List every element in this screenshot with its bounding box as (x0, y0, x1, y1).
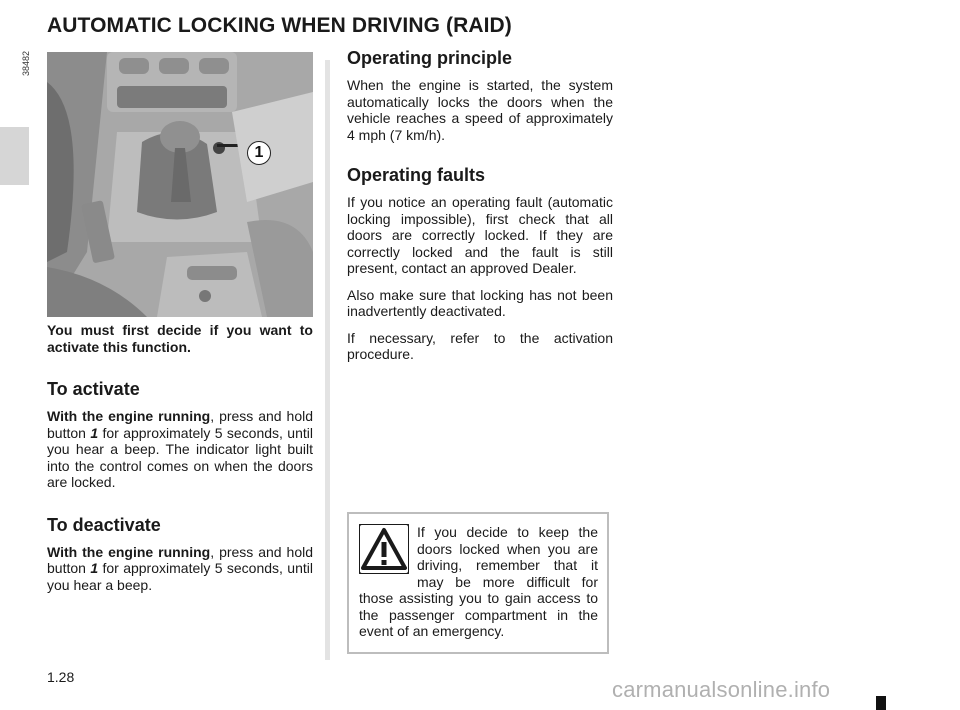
right-column (347, 48, 613, 373)
watermark: carmanualsonline.info (612, 677, 831, 702)
corner-mark (876, 696, 886, 710)
dashboard-photo (47, 52, 313, 317)
activate-button-ref: 1 (90, 424, 99, 441)
dashboard-illustration (47, 52, 313, 317)
activate-condition: With the engine running (47, 408, 211, 424)
activate-heading: To activate (47, 379, 140, 399)
faults-text-2: Also make sure that locking has not been inadvertently deactivated. (347, 286, 613, 319)
deactivate-text-a: , press and hold button (47, 543, 314, 576)
column-divider (325, 60, 330, 660)
deactivate-text-b: for approximately 5 seconds, until you hear a beep. (47, 560, 313, 593)
deactivate-condition: With the engine running (47, 543, 211, 560)
page-number: 1.28 (47, 669, 75, 685)
faults-text-3: If necessary, refer to the activation procedure. (347, 329, 613, 362)
activate-text-a: , press and hold button (47, 408, 314, 441)
activate-instructions (47, 408, 313, 491)
deactivate-heading: To deactivate (47, 514, 161, 535)
faults-heading: Operating faults (347, 165, 486, 185)
faults-text-1: If you notice an operating fault (automatic locking impossible), first check that all doors are correctly locked. If they are correctly locked and the fault is still present, contact an approved Dealer. (347, 194, 613, 276)
principle-heading: Operating principle (347, 48, 513, 68)
left-column (47, 322, 313, 603)
figure-ref-code: 38482 (21, 50, 31, 76)
activate-text-b: for approximately 5 seconds, until you hear a beep. The indicator light built into the control comes on when the doors are locked. (47, 424, 313, 490)
warning-triangle-icon (359, 524, 409, 574)
warning-text: If you decide to keep the doors locked when you are driving, remember that it may be more difficult for those assisting you to gain access to the passenger compartment in the event of an emergency. (359, 524, 598, 639)
warning-box (347, 512, 609, 654)
deactivate-instructions (47, 544, 313, 594)
page-title: AUTOMATIC LOCKING WHEN DRIVING (RAID) (47, 14, 512, 37)
chapter-tab (0, 127, 29, 185)
principle-text: When the engine is started, the system automatically locks the doors when the vehicle reaches a speed of approximately 4 mph (7 km/h). (347, 77, 613, 143)
intro-note: You must first decide if you want to activate this function. (47, 322, 313, 355)
deactivate-button-ref: 1 (90, 560, 99, 576)
callout-1: 1 (247, 141, 271, 165)
